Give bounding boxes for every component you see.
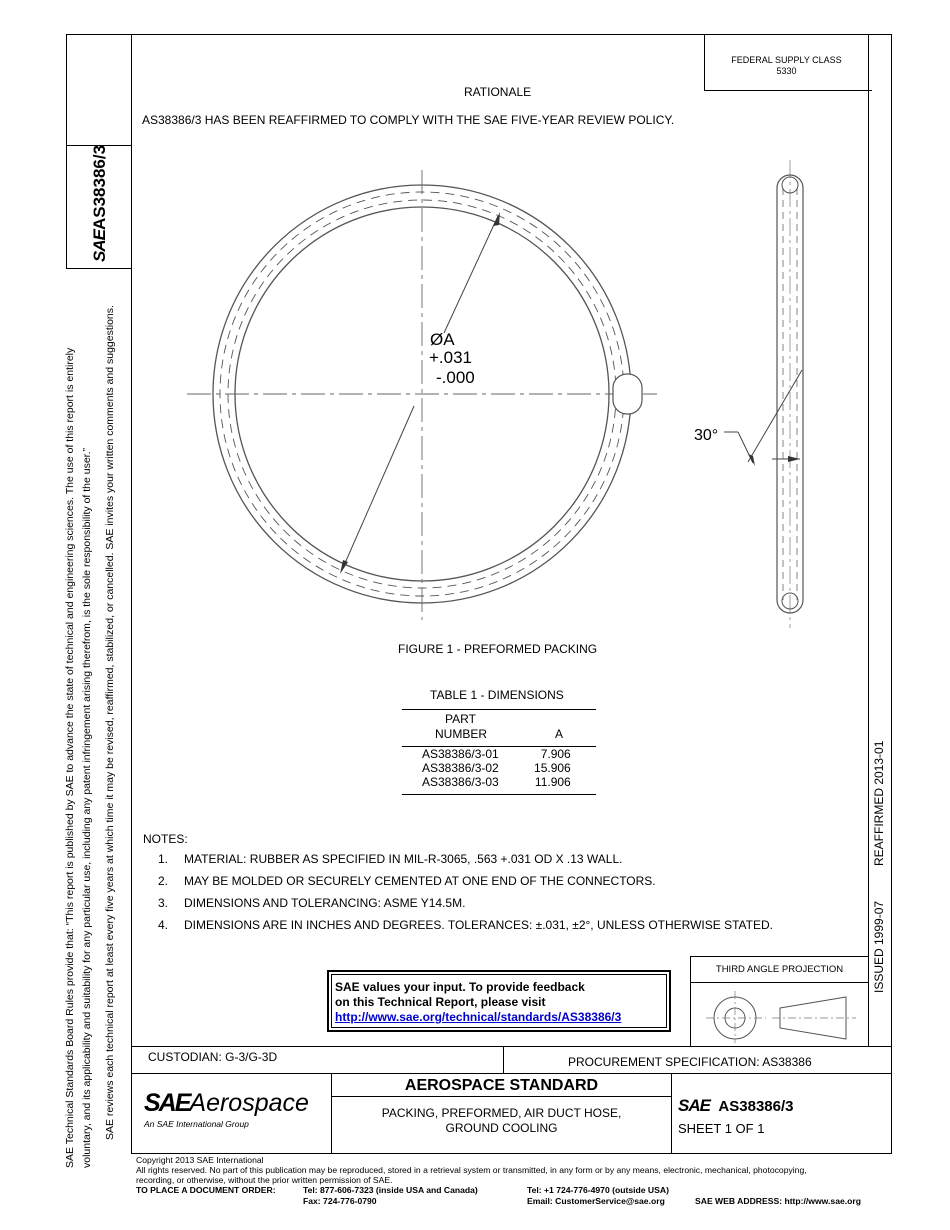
tb-custodian-divider [503, 1046, 504, 1074]
procurement-spec: PROCUREMENT SPECIFICATION: AS38386 [568, 1055, 812, 1069]
note-num: 4. [158, 918, 169, 932]
side-rules-line1: SAE Technical Standards Board Rules provide that: “This report is published by SAE to advance the state of technical and engineering sciences. The use of this report is entirely [64, 347, 76, 1168]
fsc-box-bottom [704, 90, 872, 91]
frame-top [66, 34, 892, 35]
sae-aerospace-logo [144, 1089, 309, 1118]
rationale-title: RATIONALE [464, 85, 532, 99]
table-title: TABLE 1 - DIMENSIONS [430, 688, 564, 702]
side-review-line: SAE reviews each technical report at least every five years at which time it may be revised, reaffirmed, stabilized, or cancelled. SAE invites your written comments and suggestions. [104, 305, 116, 1140]
notes-list [158, 852, 773, 932]
tb-row2 [131, 1073, 892, 1074]
issued-date: ISSUED 1999-07 [872, 900, 886, 993]
side-doc-number [90, 145, 110, 262]
table-header-part-1: PART [445, 712, 476, 726]
side-doc-number-text: AS38386/3 [90, 144, 109, 231]
footer-order-label: TO PLACE A DOCUMENT ORDER: [136, 1185, 276, 1195]
tb-top [131, 1046, 892, 1047]
ring-joint [613, 374, 642, 414]
table-cell-a: 15.906 [534, 761, 571, 775]
tolerance-plus: +.031 [429, 348, 473, 367]
table-top-rule [402, 709, 596, 710]
doc-title-line1: PACKING, PREFORMED, AIR DUCT HOSE, [381, 1106, 622, 1120]
side-rules-line2: voluntary, and its applicability and suitability for any particular use, including any patent infringement arising therefrom, is the sole responsibility of the user.” [81, 447, 93, 1168]
footer-web: SAE WEB ADDRESS: http://www.sae.org [695, 1196, 861, 1206]
tb-standard-rule [331, 1096, 672, 1097]
logo-sae-mark: SAE [144, 1089, 190, 1117]
dimension-label: ØA [430, 330, 455, 349]
projection-label: THIRD ANGLE PROJECTION [715, 964, 844, 975]
logo-aerospace-word: Aerospace [189, 1089, 309, 1117]
table-row [416, 775, 577, 789]
standard-type: AEROSPACE STANDARD [404, 1077, 599, 1094]
preformed-packing-figure [132, 150, 868, 650]
footer-fax: Fax: 724-776-0790 [303, 1196, 377, 1206]
leader-lower [342, 406, 414, 570]
note-text: DIMENSIONS AND TOLERANCING: ASME Y14.5M. [184, 896, 466, 910]
note-text: MATERIAL: RUBBER AS SPECIFIED IN MIL-R-3065, .563 +.031 OD X .13 WALL. [184, 852, 623, 866]
note-num: 3. [158, 896, 169, 910]
note-item [158, 896, 773, 910]
feedback-line1: SAE values your input. To provide feedback [335, 980, 585, 994]
tolerance-minus: -.000 [436, 368, 475, 387]
note-num: 2. [158, 874, 169, 888]
leader-upper [444, 216, 498, 333]
note-text: MAY BE MOLDED OR SECURELY CEMENTED AT ONE END OF THE CONNECTORS. [184, 874, 656, 888]
note-item [158, 918, 773, 932]
table-row [416, 761, 577, 775]
dimensions-table [416, 747, 577, 789]
sae-logo-small: SAE [90, 230, 109, 262]
sheet-number: SHEET 1 OF 1 [678, 1121, 765, 1136]
note-item [158, 852, 773, 866]
fsc-value: 5330 [776, 66, 797, 76]
frame-right [891, 34, 892, 1154]
doc-title-line2: GROUND COOLING [445, 1121, 558, 1135]
fsc-label: FEDERAL SUPPLY CLASS [731, 55, 842, 65]
table-bottom-rule [402, 794, 596, 795]
table-header-part-2: NUMBER [435, 727, 488, 741]
footer-email: Email: CustomerService@sae.org [527, 1196, 665, 1206]
note-item [158, 874, 773, 888]
custodian: CUSTODIAN: G-3/G-3D [148, 1050, 278, 1064]
note-num: 1. [158, 852, 169, 866]
frame-left [66, 34, 67, 269]
doc-number: AS38386/3 [718, 1098, 794, 1115]
table-header-a: A [555, 727, 564, 741]
feedback-link[interactable]: http://www.sae.org/technical/standards/AS38386/3 [335, 1010, 622, 1024]
footer-tel-intl: Tel: +1 724-776-4970 (outside USA) [527, 1185, 669, 1195]
feedback-line2: on this Technical Report, please visit [335, 995, 546, 1009]
footer-rights: All rights reserved. No part of this publication may be reproduced, stored in a retrieval system or transmitted, in any form or by any means, electronic, mechanical, photocopying, [136, 1165, 807, 1175]
tb-number-divider [671, 1073, 672, 1154]
doc-number-block [678, 1096, 793, 1116]
table-cell-a: 7.906 [540, 747, 571, 761]
footer-rights-2: recording, or otherwise, without the prior written permission of SAE. [136, 1175, 393, 1185]
rationale-text: AS38386/3 HAS BEEN REAFFIRMED TO COMPLY WITH THE SAE FIVE-YEAR REVIEW POLICY. [142, 113, 675, 127]
logo-tagline: An SAE International Group [144, 1119, 249, 1129]
frame-bottom [131, 1153, 892, 1154]
reaffirmed-date: REAFFIRMED 2013-01 [872, 740, 886, 866]
table-cell-a: 11.906 [534, 775, 571, 789]
table-row [416, 747, 577, 761]
projection-box-top [690, 956, 869, 957]
projection-symbol [692, 983, 868, 1045]
notes-title: NOTES: [143, 832, 188, 846]
footer-copyright: Copyright 2013 SAE International [136, 1155, 264, 1165]
figure-caption: FIGURE 1 - PREFORMED PACKING [398, 642, 598, 656]
side-box-bottom [66, 268, 132, 269]
sae-logo-mark: SAE [678, 1096, 710, 1115]
table-cell-part: AS38386/3-01 [422, 747, 499, 761]
feedback-box [327, 970, 671, 1032]
table-cell-part: AS38386/3-03 [422, 775, 499, 789]
note-text: DIMENSIONS ARE IN INCHES AND DEGREES. TOLERANCES: ±.031, ±2°, UNLESS OTHERWISE STATED. [184, 918, 774, 932]
table-cell-part: AS38386/3-02 [422, 761, 499, 775]
frame-right-inner [868, 34, 869, 1046]
angle-label: 30° [694, 427, 719, 444]
footer-tel-us: Tel: 877-606-7323 (inside USA and Canada) [303, 1185, 478, 1195]
